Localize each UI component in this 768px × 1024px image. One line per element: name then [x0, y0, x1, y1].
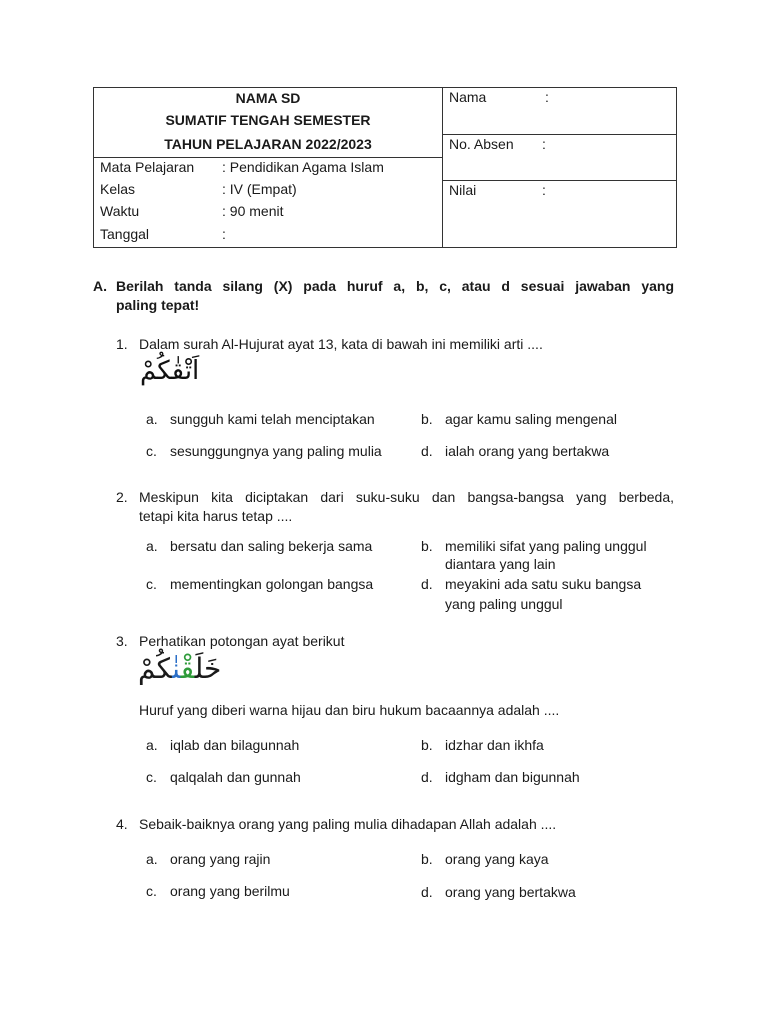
option-text: orang yang bertakwa — [445, 884, 576, 900]
question-number: 3. — [116, 633, 128, 649]
option-letter: c. — [146, 576, 157, 592]
field-value-date: : — [222, 226, 226, 242]
option-text: ialah orang yang bertakwa — [445, 443, 610, 459]
option-text: idgham dan bigunnah — [445, 769, 580, 785]
field-colon-name: : — [545, 89, 549, 105]
option-letter: c. — [146, 769, 157, 785]
exam-title: SUMATIF TENGAH SEMESTER — [165, 112, 371, 128]
field-value-subject: : Pendidikan Agama Islam — [222, 159, 384, 175]
header-divider-right-1 — [442, 134, 676, 135]
arabic-part-khala: خَلَ — [194, 652, 222, 685]
header-divider-right-2 — [442, 180, 676, 181]
option-text-line1: meyakini ada satu suku bangsa — [445, 576, 642, 592]
question-number: 2. — [116, 489, 128, 505]
arabic-part-qaf-green: قْ — [180, 652, 195, 685]
option-text: bersatu dan saling bekerja sama — [170, 538, 373, 554]
option-letter: c. — [146, 883, 157, 899]
field-colon-score: : — [542, 182, 546, 198]
option-letter: c. — [146, 443, 157, 459]
question-text: Perhatikan potongan ayat berikut — [139, 633, 345, 649]
arabic-word-colored — [138, 652, 221, 685]
question-text: Sebaik-baiknya orang yang paling mulia dihadapan Allah adalah .... — [139, 816, 557, 832]
field-colon-absen: : — [542, 136, 546, 152]
option-letter: a. — [146, 851, 158, 867]
section-instruction-line1: Berilah tanda silang (X) pada huruf a, b, c, atau d sesuai jawaban yang — [116, 278, 674, 294]
question-text: Dalam surah Al-Hujurat ayat 13, kata di bawah ini memiliki arti .... — [139, 336, 543, 352]
option-letter: d. — [421, 769, 433, 785]
option-text-line2: yang paling unggul — [445, 596, 563, 612]
option-letter: d. — [421, 884, 433, 900]
field-label-subject: Mata Pelajaran — [100, 159, 195, 175]
question-number: 4. — [116, 816, 128, 832]
option-text: sungguh kami telah menciptakan — [170, 411, 375, 427]
question-text-line2: tetapi kita harus tetap .... — [139, 508, 293, 524]
option-letter: d. — [421, 443, 433, 459]
field-label-time: Waktu — [100, 203, 140, 219]
field-value-time: : 90 menit — [222, 203, 284, 219]
field-label-absen: No. Absen — [449, 136, 514, 152]
option-text: sesunggungnya yang paling mulia — [170, 443, 382, 459]
option-text: qalqalah dan gunnah — [170, 769, 301, 785]
field-value-class: : IV (Empat) — [222, 181, 297, 197]
field-label-name: Nama — [449, 89, 487, 105]
school-name: NAMA SD — [235, 90, 301, 106]
option-text: agar kamu saling mengenal — [445, 411, 617, 427]
option-letter: b. — [421, 538, 433, 554]
question-text-line1: Meskipun kita diciptakan dari suku-suku dan bangsa-bangsa yang berbeda, — [139, 489, 674, 505]
arabic-part-kum: كُمْ — [138, 652, 173, 685]
arabic-word: اَتْقٰكُمْ — [140, 356, 200, 386]
option-letter: a. — [146, 411, 158, 427]
option-text: mementingkan golongan bangsa — [170, 576, 374, 592]
option-letter: b. — [421, 737, 433, 753]
school-year: TAHUN PELAJARAN 2022/2023 — [164, 136, 372, 152]
question-number: 1. — [116, 336, 128, 352]
option-text: orang yang berilmu — [170, 883, 290, 899]
option-text: orang yang rajin — [170, 851, 271, 867]
field-label-date: Tanggal — [100, 226, 150, 242]
option-letter: a. — [146, 737, 158, 753]
question-subtext: Huruf yang diberi warna hijau dan biru hukum bacaannya adalah .... — [139, 702, 560, 718]
option-letter: a. — [146, 538, 158, 554]
option-text-line1: memiliki sifat yang paling unggul — [445, 538, 647, 554]
option-text: idzhar dan ikhfa — [445, 737, 544, 753]
section-instruction-line2: paling tepat! — [116, 297, 200, 313]
field-label-score: Nilai — [449, 182, 477, 198]
arabic-part-nun-blue: نٰ — [172, 652, 181, 685]
header-table — [93, 87, 677, 248]
header-divider-left — [94, 157, 442, 158]
option-text: orang yang kaya — [445, 851, 549, 867]
option-letter: b. — [421, 851, 433, 867]
option-letter: d. — [421, 576, 433, 592]
option-text: iqlab dan bilagunnah — [170, 737, 300, 753]
option-letter: b. — [421, 411, 433, 427]
option-text-line2: diantara yang lain — [445, 556, 556, 572]
field-label-class: Kelas — [100, 181, 136, 197]
section-letter: A. — [93, 278, 107, 294]
header-divider-vertical — [442, 88, 443, 247]
